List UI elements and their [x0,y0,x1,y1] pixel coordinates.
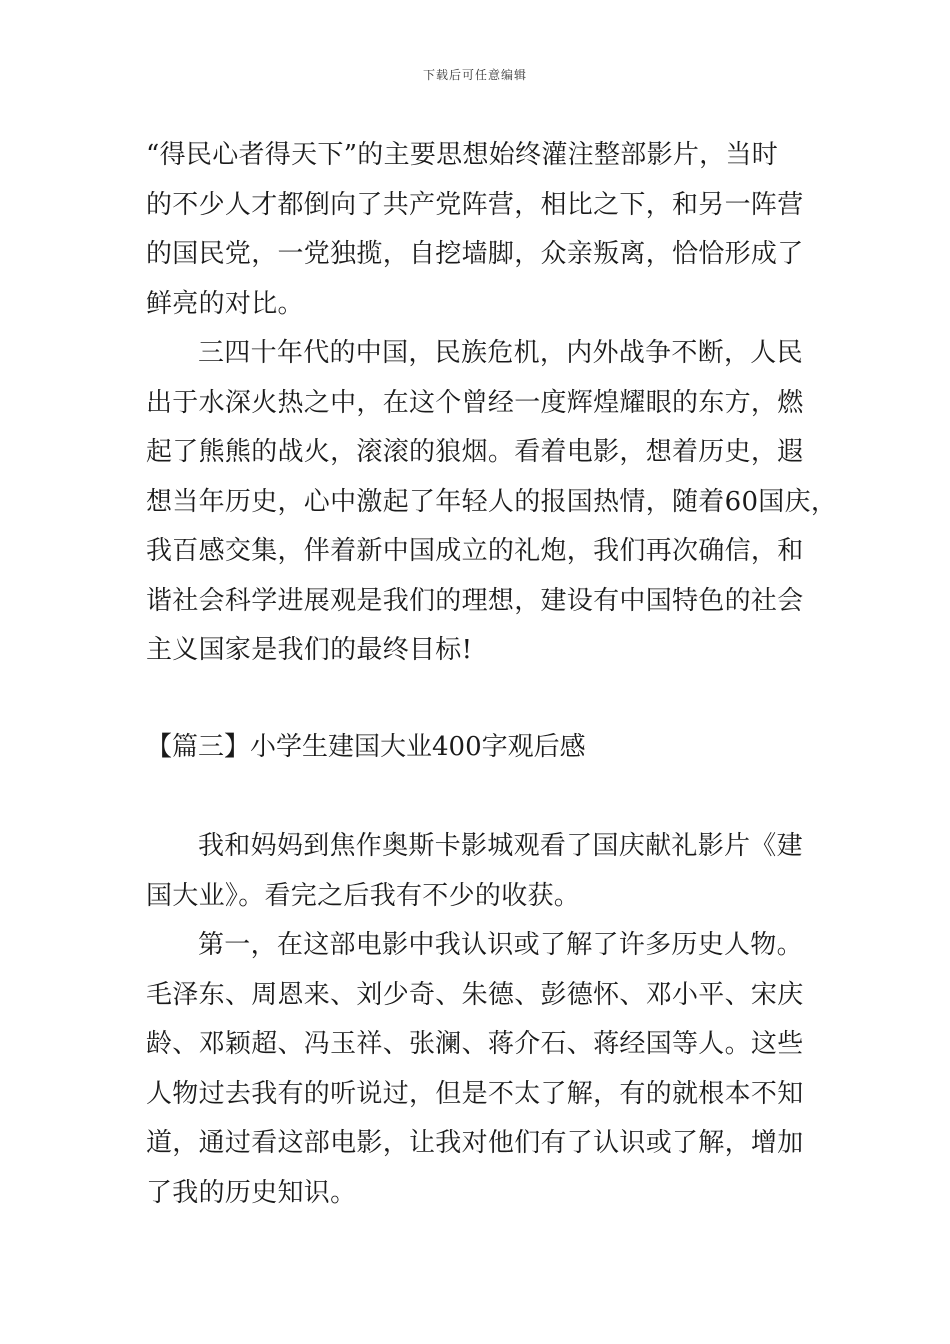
body-text-part1 [146,131,838,676]
text-line: 我百感交集，伴着新中国成立的礼炮，我们再次确信，和 [146,536,804,566]
text-line: 的国民党，一党独揽，自挖墙脚，众亲叛离，恰恰形成了 [146,239,804,269]
text-line: 人物过去我有的听说过，但是不太了解，有的就根本不知 [146,1078,804,1109]
text-line: 第一，在这部电影中我认识或了解了许多历史人物。 [198,930,803,960]
text-line: 道，通过看这部电影，让我对他们有了认识或了解，增加 [146,1128,804,1158]
text-line: 的不少人才都倒向了共产党阵营，相比之下，和另一阵营 [146,189,804,220]
body-text-part2 [146,822,826,1218]
text-line: 主义国家是我们的最终目标! [146,635,473,665]
paragraph-1 [146,131,826,329]
text-line: 鲜亮的对比。 [146,288,304,319]
page-header-note: 下载后可任意编辑 [422,68,527,82]
text-line: 了我的历史知识。 [146,1177,357,1208]
text-line: “得民心者得天下”的主要思想始终灌注整部影片，当时 [146,140,779,170]
paragraph-2 [146,329,838,676]
text-line: 我和妈妈到焦作奥斯卡影城观看了国庆献礼影片《建 [198,831,803,861]
paragraph-3 [146,822,826,921]
text-line: 毛泽东、周恩来、刘少奇、朱德、彭德怀、邓小平、宋庆 [146,979,804,1010]
paragraph-4 [146,921,826,1218]
text-line: 谐社会科学进展观是我们的理想，建设有中国特色的社会 [146,585,804,616]
text-line: 起了熊熊的战火，滚滚的狼烟。看着电影，想着历史，遐 [146,437,804,467]
text-line: 三四十年代的中国，民族危机，内外战争不断，人民 [198,338,803,368]
text-line: 龄、邓颖超、冯玉祥、张澜、蒋介石、蒋经国等人。这些 [146,1029,804,1059]
text-line: 想当年历史，心中激起了年轻人的报国热情，随着60国庆， [146,486,838,517]
text-line: 出于水深火热之中，在这个曾经一度辉煌耀眼的东方，燃 [146,387,804,418]
section-title: 【篇三】小学生建国大业400字观后感 [146,732,586,762]
text-line: 国大业》。看完之后我有不少的收获。 [146,880,581,911]
